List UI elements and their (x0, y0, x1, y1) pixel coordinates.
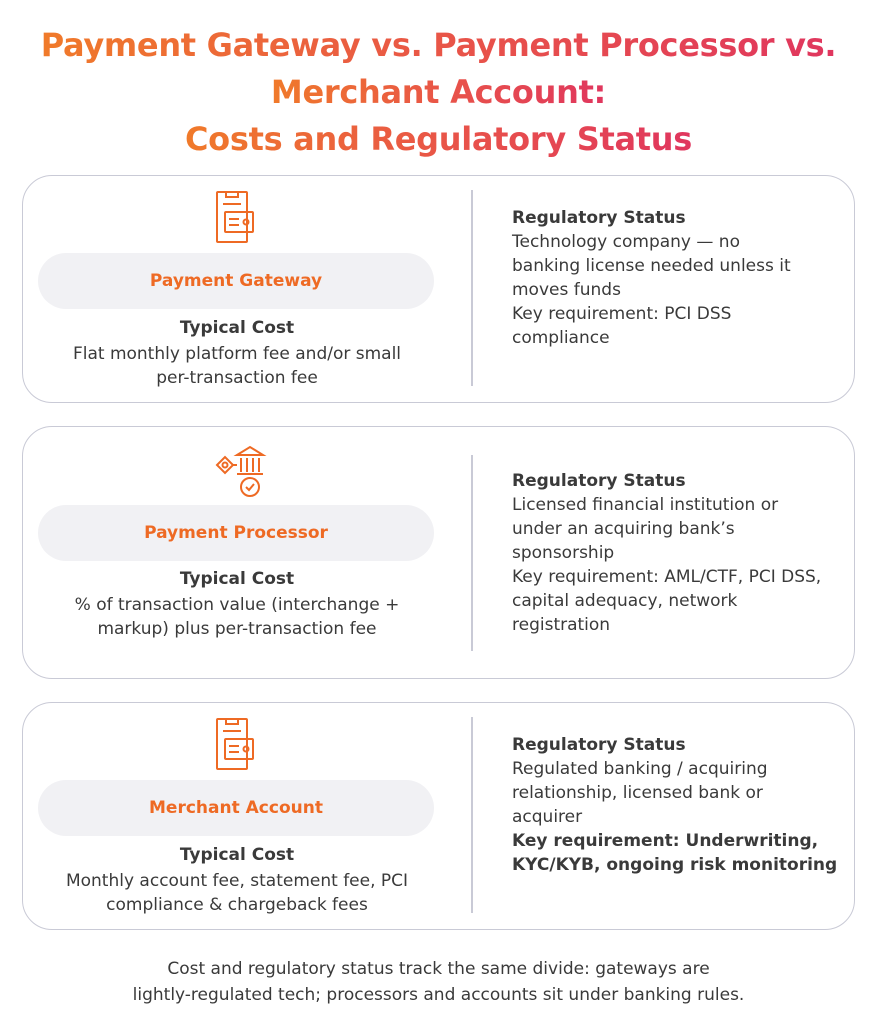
footer-caption (0, 956, 877, 1008)
reg-line: Licensed financial institution or (512, 495, 779, 515)
bank-transfer-icon (205, 441, 267, 497)
divider (471, 717, 473, 913)
cost-line: % of transaction value (interchange + (74, 595, 400, 615)
card-payment-gateway (22, 175, 855, 403)
label-pill (38, 505, 434, 561)
cost-heading: Typical Cost (179, 318, 295, 338)
label-pill (38, 253, 434, 309)
reg-line: under an acquiring bank’s (512, 519, 735, 539)
reg-line: Key requirement: AML/CTF, PCI DSS, (512, 567, 822, 587)
divider (471, 190, 473, 386)
footer-line: lightly-regulated tech; processors and accounts sit under banking rules. (132, 985, 745, 1005)
card-label: Payment Processor (144, 523, 328, 543)
reg-line: moves funds (512, 280, 621, 300)
card-payment-processor (22, 426, 855, 679)
reg-line: acquirer (512, 807, 583, 827)
cost-text (43, 342, 431, 390)
reg-line: banking license needed unless it (512, 256, 791, 276)
cost-heading: Typical Cost (179, 569, 295, 589)
reg-line: Regulated banking / acquiring (512, 759, 768, 779)
regulatory-status (512, 206, 842, 350)
label-pill (38, 780, 434, 836)
reg-line: sponsorship (512, 543, 615, 563)
cost-line: compliance & chargeback fees (106, 895, 368, 915)
reg-key-requirement: Key requirement: Underwriting, (512, 831, 819, 851)
reg-line: capital adequacy, network (512, 591, 738, 611)
cost-line: Monthly account fee, statement fee, PCI (65, 871, 409, 891)
divider (471, 455, 473, 651)
document-card-icon (211, 190, 259, 246)
title-line-2: Merchant Account: (271, 69, 606, 116)
card-label: Merchant Account (149, 798, 323, 818)
reg-heading: Regulatory Status (512, 735, 686, 755)
footer-line: Cost and regulatory status track the same divide: gateways are (167, 959, 710, 979)
reg-line: relationship, licensed bank or (512, 783, 763, 803)
reg-line: Technology company — no (512, 232, 740, 252)
cost-text (43, 869, 431, 917)
document-card-icon (211, 717, 259, 773)
title-line-1: Payment Gateway vs. Payment Processor vs. (41, 22, 837, 69)
reg-line: registration (512, 615, 611, 635)
title-line-3: Costs and Regulatory Status (185, 116, 692, 163)
cost-heading: Typical Cost (179, 845, 295, 865)
card-label: Payment Gateway (149, 271, 323, 291)
cost-line: Flat monthly platform fee and/or small (72, 344, 402, 364)
cost-line: per-transaction fee (156, 368, 318, 388)
reg-line: Key requirement: PCI DSS (512, 304, 732, 324)
reg-heading: Regulatory Status (512, 208, 686, 228)
reg-key-requirement: KYC/KYB, ongoing risk monitoring (512, 855, 838, 875)
regulatory-status (512, 733, 842, 877)
regulatory-status (512, 469, 842, 637)
page-title (0, 22, 877, 163)
card-merchant-account (22, 702, 855, 930)
reg-heading: Regulatory Status (512, 471, 686, 491)
reg-line: compliance (512, 328, 610, 348)
cost-line: markup) plus per-transaction fee (97, 619, 377, 639)
cost-text (43, 593, 431, 641)
